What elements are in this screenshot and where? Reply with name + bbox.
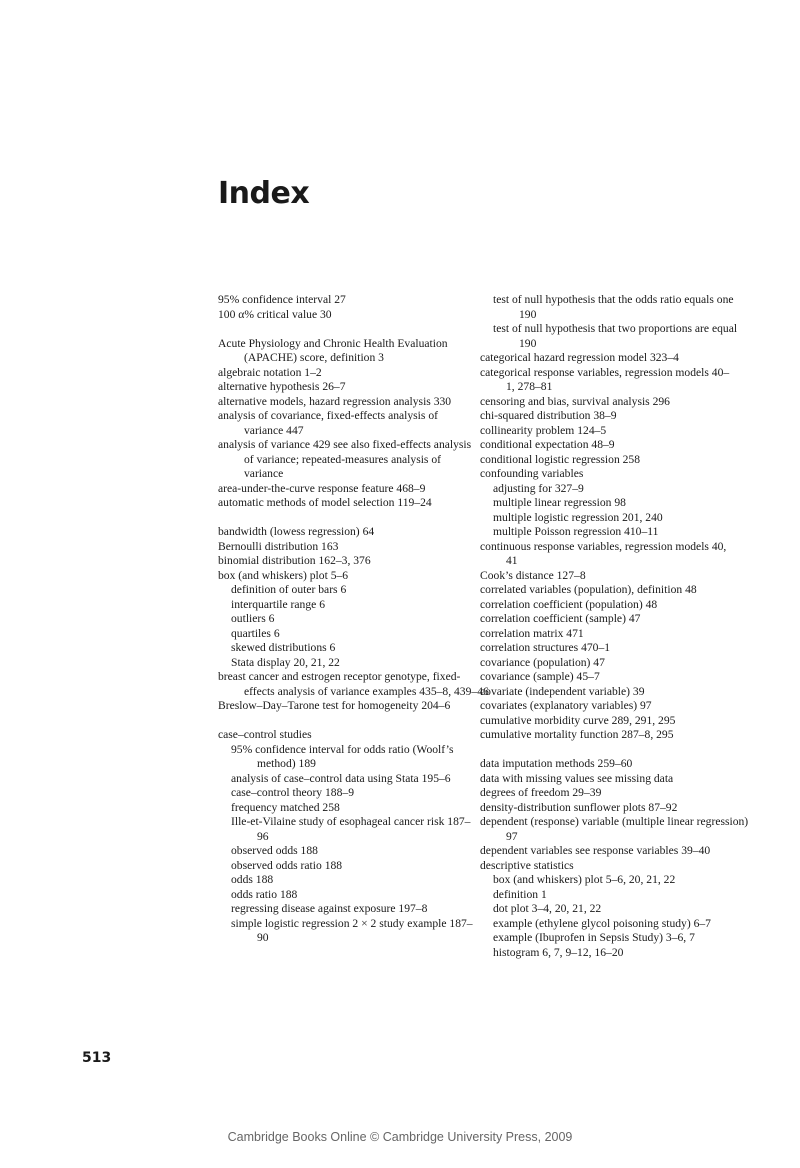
index-subentry: multiple logistic regression 201, 240 — [493, 510, 663, 524]
index-subentry: observed odds 188 — [231, 844, 318, 857]
index-entry: 95% confidence interval 27 — [218, 293, 346, 306]
index-entry: data with missing values see missing data — [480, 771, 674, 785]
index-entry: alternative models, hazard regression analysis 330 — [218, 394, 452, 408]
index-subentry: odds ratio 188 — [231, 887, 298, 901]
index-entry: correlation coefficient (sample) 47 — [480, 612, 641, 625]
index-entry: covariance (population) 47 — [480, 655, 605, 669]
index-subentry: definition 1 — [493, 887, 547, 901]
index-subentry: histogram 6, 7, 9–12, 16–20 — [493, 945, 624, 959]
index-entry: dependent variables see response variables 39–40 — [480, 844, 711, 857]
index-subentry: adjusting for 327–9 — [493, 481, 584, 495]
index-entry: covariate (independent variable) 39 — [480, 684, 645, 698]
index-entry: box (and whiskers) plot 5–6 — [218, 568, 349, 582]
index-entry: correlation coefficient (population) 48 — [480, 597, 658, 611]
index-subentry: box (and whiskers) plot 5–6, 20, 21, 22 — [493, 873, 676, 886]
index-subentry: multiple Poisson regression 410–11 — [493, 525, 659, 538]
index-entry: case–control studies — [218, 728, 312, 741]
index-subentry: test of null hypothesis that the odds ratio equals one 190 — [493, 293, 734, 321]
index-subentry: test of null hypothesis that two proportions are equal 190 — [493, 322, 738, 350]
index-entry: data imputation methods 259–60 — [480, 757, 633, 770]
index-entry: chi-squared distribution 38–9 — [480, 409, 617, 422]
index-subentry: definition of outer bars 6 — [231, 583, 347, 596]
index-entry: alternative hypothesis 26–7 — [218, 380, 346, 393]
index-entry: density-distribution sunflower plots 87–92 — [480, 800, 678, 814]
index-entry: confounding variables — [480, 467, 584, 480]
index-entry: covariates (explanatory variables) 97 — [480, 699, 652, 712]
index-column-left — [218, 293, 489, 946]
index-entry: covariance (sample) 45–7 — [480, 670, 600, 683]
index-subentry: quartiles 6 — [231, 626, 280, 640]
index-subentry: simple logistic regression 2 × 2 study example 187–90 — [231, 916, 473, 944]
index-subentry: example (ethylene glycol poisoning study) 6–7 — [493, 916, 711, 930]
index-subentry: outliers 6 — [231, 612, 275, 625]
index-entry: bandwidth (lowess regression) 64 — [218, 525, 375, 538]
index-subentry: 95% confidence interval for odds ratio (Woolf’s method) 189 — [231, 742, 454, 770]
index-entry: automatic methods of model selection 119–24 — [218, 496, 432, 509]
index-entry: cumulative morbidity curve 289, 291, 295 — [480, 713, 676, 727]
index-entry: algebraic notation 1–2 — [218, 365, 322, 379]
index-entry: analysis of covariance, fixed-effects analysis of variance 447 — [218, 409, 438, 437]
index-entry: dependent (response) variable (multiple linear regression) 97 — [480, 815, 749, 843]
index-subentry: case–control theory 188–9 — [231, 786, 354, 799]
index-entry: binomial distribution 162–3, 376 — [218, 554, 371, 567]
index-entry: Bernoulli distribution 163 — [218, 539, 339, 553]
index-subentry: Ille-et-Vilaine study of esophageal cancer risk 187–96 — [231, 815, 471, 843]
index-entry: censoring and bias, survival analysis 296 — [480, 394, 670, 408]
index-entry: continuous response variables, regression models 40, 41 — [480, 539, 727, 567]
index-entry: breast cancer and estrogen receptor genotype, fixed-effects analysis of variance examples 435–8, 439–46 — [218, 670, 489, 698]
index-entry: 100 α% critical value 30 — [218, 307, 332, 321]
index-subentry: example (Ibuprofen in Sepsis Study) 3–6, 7 — [493, 931, 695, 944]
index-entry: correlation structures 470–1 — [480, 641, 611, 654]
index-entry: collinearity problem 124–5 — [480, 423, 607, 437]
index-subentry: odds 188 — [231, 873, 274, 886]
copyright-footer: Cambridge Books Online © Cambridge University Press, 2009 — [227, 1130, 573, 1144]
index-column-right — [480, 293, 749, 960]
index-entry: Acute Physiology and Chronic Health Evaluation (APACHE) score, definition 3 — [218, 336, 448, 364]
index-subentry: regressing disease against exposure 197–8 — [231, 902, 428, 915]
index-subentry: dot plot 3–4, 20, 21, 22 — [493, 902, 602, 915]
index-entry: conditional logistic regression 258 — [480, 452, 641, 466]
index-entry: categorical response variables, regression models 40–1, 278–81 — [480, 365, 730, 393]
index-subentry: analysis of case–control data using Stata 195–6 — [231, 771, 451, 785]
index-subentry: multiple linear regression 98 — [493, 496, 626, 509]
index-entry: categorical hazard regression model 323–4 — [480, 351, 679, 364]
page-number: 513 — [82, 1050, 112, 1066]
index-entry: descriptive statistics — [480, 858, 574, 872]
index-entry: conditional expectation 48–9 — [480, 438, 615, 451]
index-entry: correlation matrix 471 — [480, 626, 584, 640]
index-entry: analysis of variance 429 see also fixed-effects analysis of variance; repeated-measures analysis of variance — [218, 438, 472, 480]
index-subentry: skewed distributions 6 — [231, 641, 336, 654]
index-entry: cumulative mortality function 287–8, 295 — [480, 728, 674, 741]
index-entry: Breslow–Day–Tarone test for homogeneity 204–6 — [218, 699, 451, 712]
index-entry: correlated variables (population), definition 48 — [480, 583, 697, 596]
index-entry: area-under-the-curve response feature 468–9 — [218, 481, 426, 495]
index-entry: Cook’s distance 127–8 — [480, 568, 586, 582]
page-title: Index — [218, 176, 310, 211]
index-subentry: frequency matched 258 — [231, 800, 340, 814]
index-subentry: observed odds ratio 188 — [231, 858, 343, 872]
index-subentry: Stata display 20, 21, 22 — [231, 655, 340, 669]
index-entry: degrees of freedom 29–39 — [480, 786, 602, 799]
index-subentry: interquartile range 6 — [231, 597, 325, 611]
